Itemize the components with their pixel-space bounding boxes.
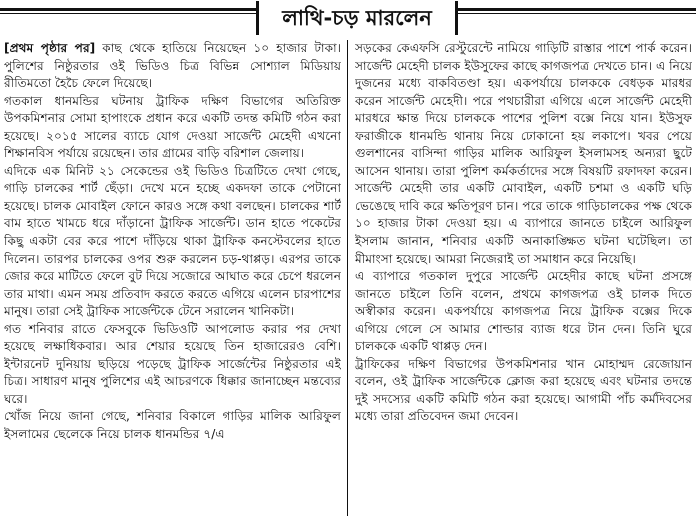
left-column: [4, 40, 341, 520]
column-divider: [347, 40, 348, 516]
paragraph: খোঁজ নিয়ে জানা গেছে, শনিবার বিকালে গাড়ির মালিক আরিফুল ইসলামের ছেলেকে নিয়ে চালক ধানমন্ডির ৭/এ: [4, 409, 341, 442]
paragraph: ট্রাফিকের দক্ষিণ বিভাগের উপকমিশনার খান মোহাম্মদ রেজোয়ান বলেন, ওই ট্রাফিক সার্জেন্টকে ক্লোজ করা হয়েছে এবং ঘটনার তদন্তে দুই সদস্যের একটি কমিটি গঠন করা হয়েছে। আগামী পাঁচ কর্মদিবসের মধ্যে তারা প্রতিবেদন জমা দেবেন।: [355, 356, 692, 424]
headline-box: [256, 1, 458, 35]
article-headline: লাথি-চড় মারলেন: [282, 6, 432, 30]
paragraph-text: কাছ থেকে হাতিয়ে নিয়েছেন ১০ হাজার টাকা। পুলিশের নিষ্ঠুরতার ওই ভিডিও চিত্র বিভিন্ন সোশ্যাল মিডিয়ায় রীতিমতো হৈচৈ ফেলে দিয়েছে।: [4, 41, 341, 91]
paragraph: গতকাল ধানমন্ডির ঘটনায় ট্রাফিক দক্ষিণ বিভাগের অতিরিক্ত উপকমিশনার সোমা হাপাংকে প্রধান করে একটি তদন্ত কমিটি গঠন করা হয়েছে। ২০১৫ সালের ব্যাচে যোগ দেওয়া সার্জেন্ট মেহেদী এখনো শিক্ষানবিস পর্যায়ে রয়েছেন। তার গ্রামের বাড়ি বরিশাল জেলায়।: [4, 93, 341, 161]
paragraph: এ ব্যাপারে গতকাল দুপুরে সার্জেন্ট মেহেদীর কাছে ঘটনা প্রসঙ্গে জানতে চাইলে তিনি বলেন, প্রথমে কাগজপত্র ওই চালক দিতে অস্বীকার করেন। একপর্যায়ে কাগজপত্র নিয়ে ট্রাফিক বক্সের দিকে এগিয়ে গেলে সে আমার শোল্ডার ব্যাজ ধরে টান দেন। তিনি ঘুরে চালককে একটি থাপ্পড় দেন।: [355, 269, 692, 354]
paragraph: গত শনিবার রাতে ফেসবুকে ভিডিওটি আপলোড করার পর দেখা হয়েছে লক্ষাধিকবার। আর শেয়ার হয়েছে তিন হাজারেরও বেশি। ইন্টারনেট দুনিয়ায় ছড়িয়ে পড়েছে ট্রাফিক সার্জেন্টের নিষ্ঠুরতার এই চিত্র। সাধারণ মানুষ পুলিশের এই আচরণকে ধিক্কার জানাচ্ছেন মন্তব্যের ঘরে।: [4, 321, 341, 406]
right-column: [355, 40, 692, 520]
paragraph: সড়কের কেএফসি রেস্টুরেন্টে নামিয়ে গাড়িটি রাস্তার পাশে পার্ক করেন। সার্জেন্ট মেহেদী চালক ইউসুফের কাছে কাগজপত্র দেখতে চান। এ নিয়ে দুজনের মধ্যে বাকবিতণ্ডা হয়। একপর্যায়ে চালককে বেধড়ক মারধর করেন সার্জেন্ট মেহেদী। পরে পথচারীরা এগিয়ে এলে সার্জেন্ট মেহেদী মারধরে ক্ষান্ত দিয়ে চালককে পাশের পুলিশ বক্সে নিয়ে যান। ইউসুফ ফরাজীকে ধানমন্ডি থানায় নিয়ে ঢোকানো হয় লকাপে। খবর পেয়ে গুলশানের বাসিন্দা গাড়ির মালিক আরিফুল ইসলামসহ অন্যরা ছুটে আসেন থানায়। তারা পুলিশ কর্মকর্তাদের সঙ্গে বিষয়টি রফাদফা করেন। সার্জেন্ট মেহেদী তার একটি মোবাইল, একটি চশমা ও একটি ঘড়ি ভেঙেছে দাবি করে ক্ষতিপূরণ চান। পরে তাকে গাড়িচালকের পক্ষ থেকে ১০ হাজার টাকা দেওয়া হয়। এ ব্যাপারে জানতে চাইলে আরিফুল ইসলাম জানান, শনিবার একটি অনাকাঙ্ক্ষিত ঘটনা ঘটেছিল। তা মীমাংসা হয়েছে। আমরা নিজেরাই তা সমাধান করে নিয়েছি।: [355, 41, 692, 266]
continuation-label: [প্রথম পৃষ্ঠার পর]: [4, 41, 96, 55]
paragraph: [4, 40, 341, 93]
paragraph: এদিকে এক মিনিট ২১ সেকেন্ডের ওই ভিডিও চিত্রটিতে দেখা গেছে, গাড়ি চালকের শার্ট ছেঁড়া। দেখে মনে হচ্ছে একদফা তাকে পেটানো হয়েছে। চালক মোবাইল ফোনে কারও সঙ্গে কথা বলছেন। চালকের শার্ট বাম হাতে খামচে ধরে দাঁড়ানো ট্রাফিক সার্জেন্ট। ডান হাতে পকেটের কিছু একটা বের করে পাশে দাঁড়িয়ে থাকা ট্রাফিক কনস্টেবলের হাতে দিলেন। তারপর চালকের ওপর শুরু করলেন চড়-থাপ্পড়। এরপর তাকে জোর করে মাটিতে ফেলে বুট দিয়ে সজোরে আঘাত করে চেপে ধরলেন তার মাথা। এমন সময় প্রতিবাদ করতে করতে এগিয়ে এলেন চারপাশের মানুষ। তারা সেই ট্রাফিক সার্জেন্টকে টেনে সরালেন খানিকটা।: [4, 163, 341, 319]
